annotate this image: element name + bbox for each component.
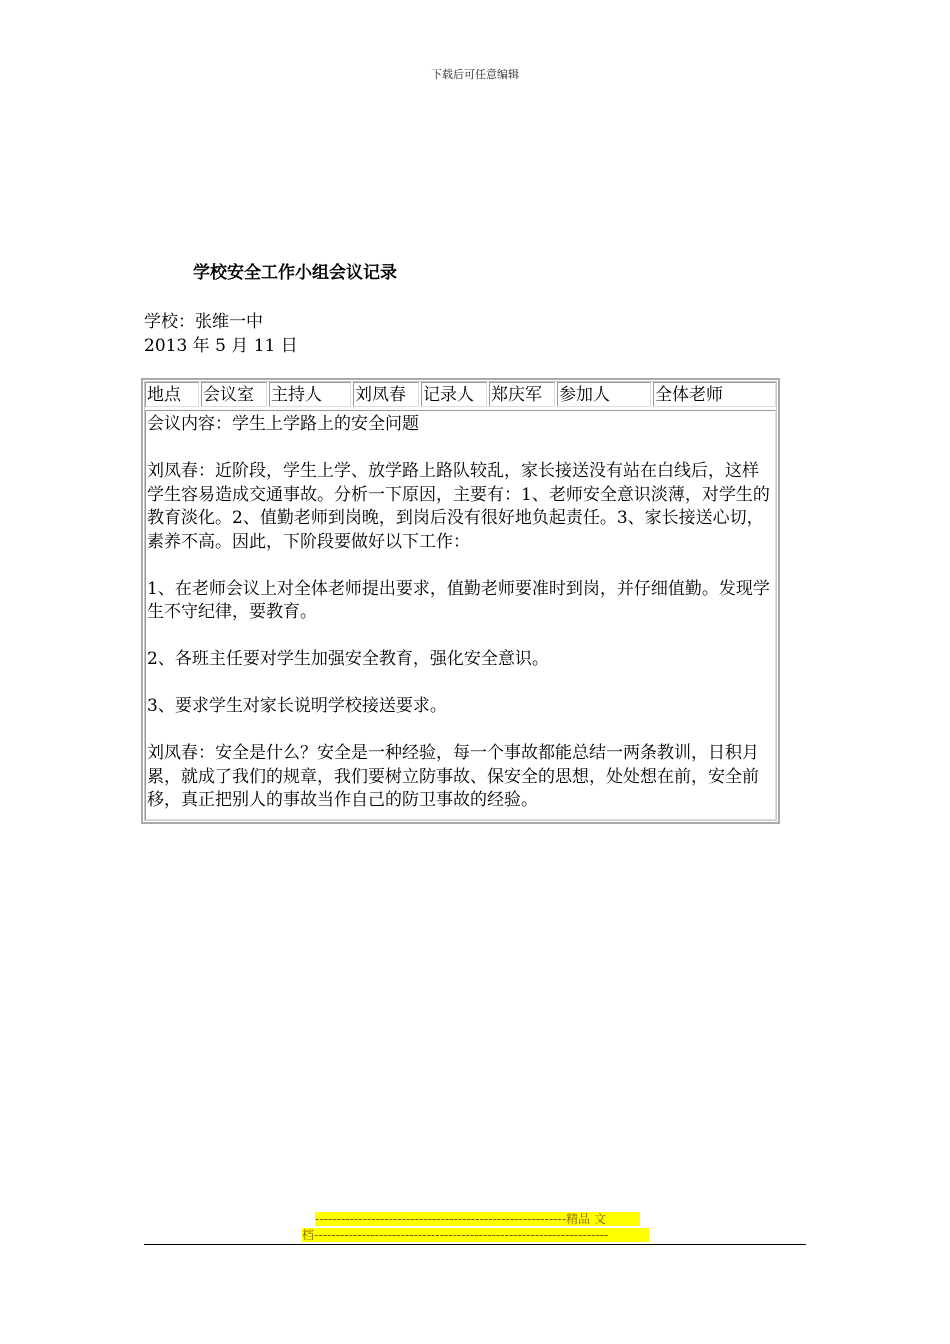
header-cell-attendees-label: 参加人 xyxy=(557,382,651,407)
date-line: 2013 年 5 月 11 日 xyxy=(144,336,298,356)
header-cell-recorder-value: 郑庆军 xyxy=(489,382,555,407)
header-note: 下载后可任意编辑 xyxy=(431,68,519,81)
header-cell-location-value: 会议室 xyxy=(201,382,267,407)
page-title: 学校安全工作小组会议记录 xyxy=(193,263,397,283)
header-cell-host-value: 刘凤春 xyxy=(353,382,419,407)
meeting-content-cell xyxy=(145,410,776,820)
content-paragraph-item-1: 1、在老师会议上对全体老师提出要求，值勤老师要准时到岗，并仔细值勤。发现学生不守纪律，要教育。 xyxy=(147,578,770,622)
header-cell-location-label: 地点 xyxy=(145,382,199,407)
meeting-record-table xyxy=(141,378,780,824)
content-paragraph-topic: 会议内容：学生上学路上的安全问题 xyxy=(147,414,419,434)
school-line: 学校：张维一中 xyxy=(144,312,263,332)
footer-highlight-line-1: ----------------------------------------------------------精品 文 xyxy=(315,1212,640,1226)
header-cell-attendees-value: 全体老师 xyxy=(653,382,776,407)
content-paragraph-item-3: 3、要求学生对家长说明学校接送要求。 xyxy=(147,696,447,716)
table-header-row xyxy=(145,382,776,408)
footer-highlight-line-2: 档-------------------------------------------------------------------- xyxy=(302,1228,649,1242)
content-paragraph-speech-2: 刘凤春：安全是什么？安全是一种经验，每一个事故都能总结一两条教训，日积月累，就成了我们的规章，我们要树立防事故、保安全的思想，处处想在前，安全前移，真正把别人的事故当作自己的防卫事故的经验。 xyxy=(147,743,759,810)
content-paragraph-speech-1: 刘凤春：近阶段，学生上学、放学路上路队较乱，家长接送没有站在白线后，这样学生容易造成交通事故。分析一下原因，主要有：1、老师安全意识淡薄，对学生的教育淡化。2、值勤老师到岗晚，到岗后没有很好地负起责任。3、家长接送心切，素养不高。因此，下阶段要做好以下工作： xyxy=(147,461,770,552)
footer-rule xyxy=(144,1244,806,1245)
header-cell-recorder-label: 记录人 xyxy=(421,382,487,407)
content-paragraph-item-2: 2、各班主任要对学生加强安全教育，强化安全意识。 xyxy=(147,649,549,669)
header-cell-host-label: 主持人 xyxy=(269,382,351,407)
